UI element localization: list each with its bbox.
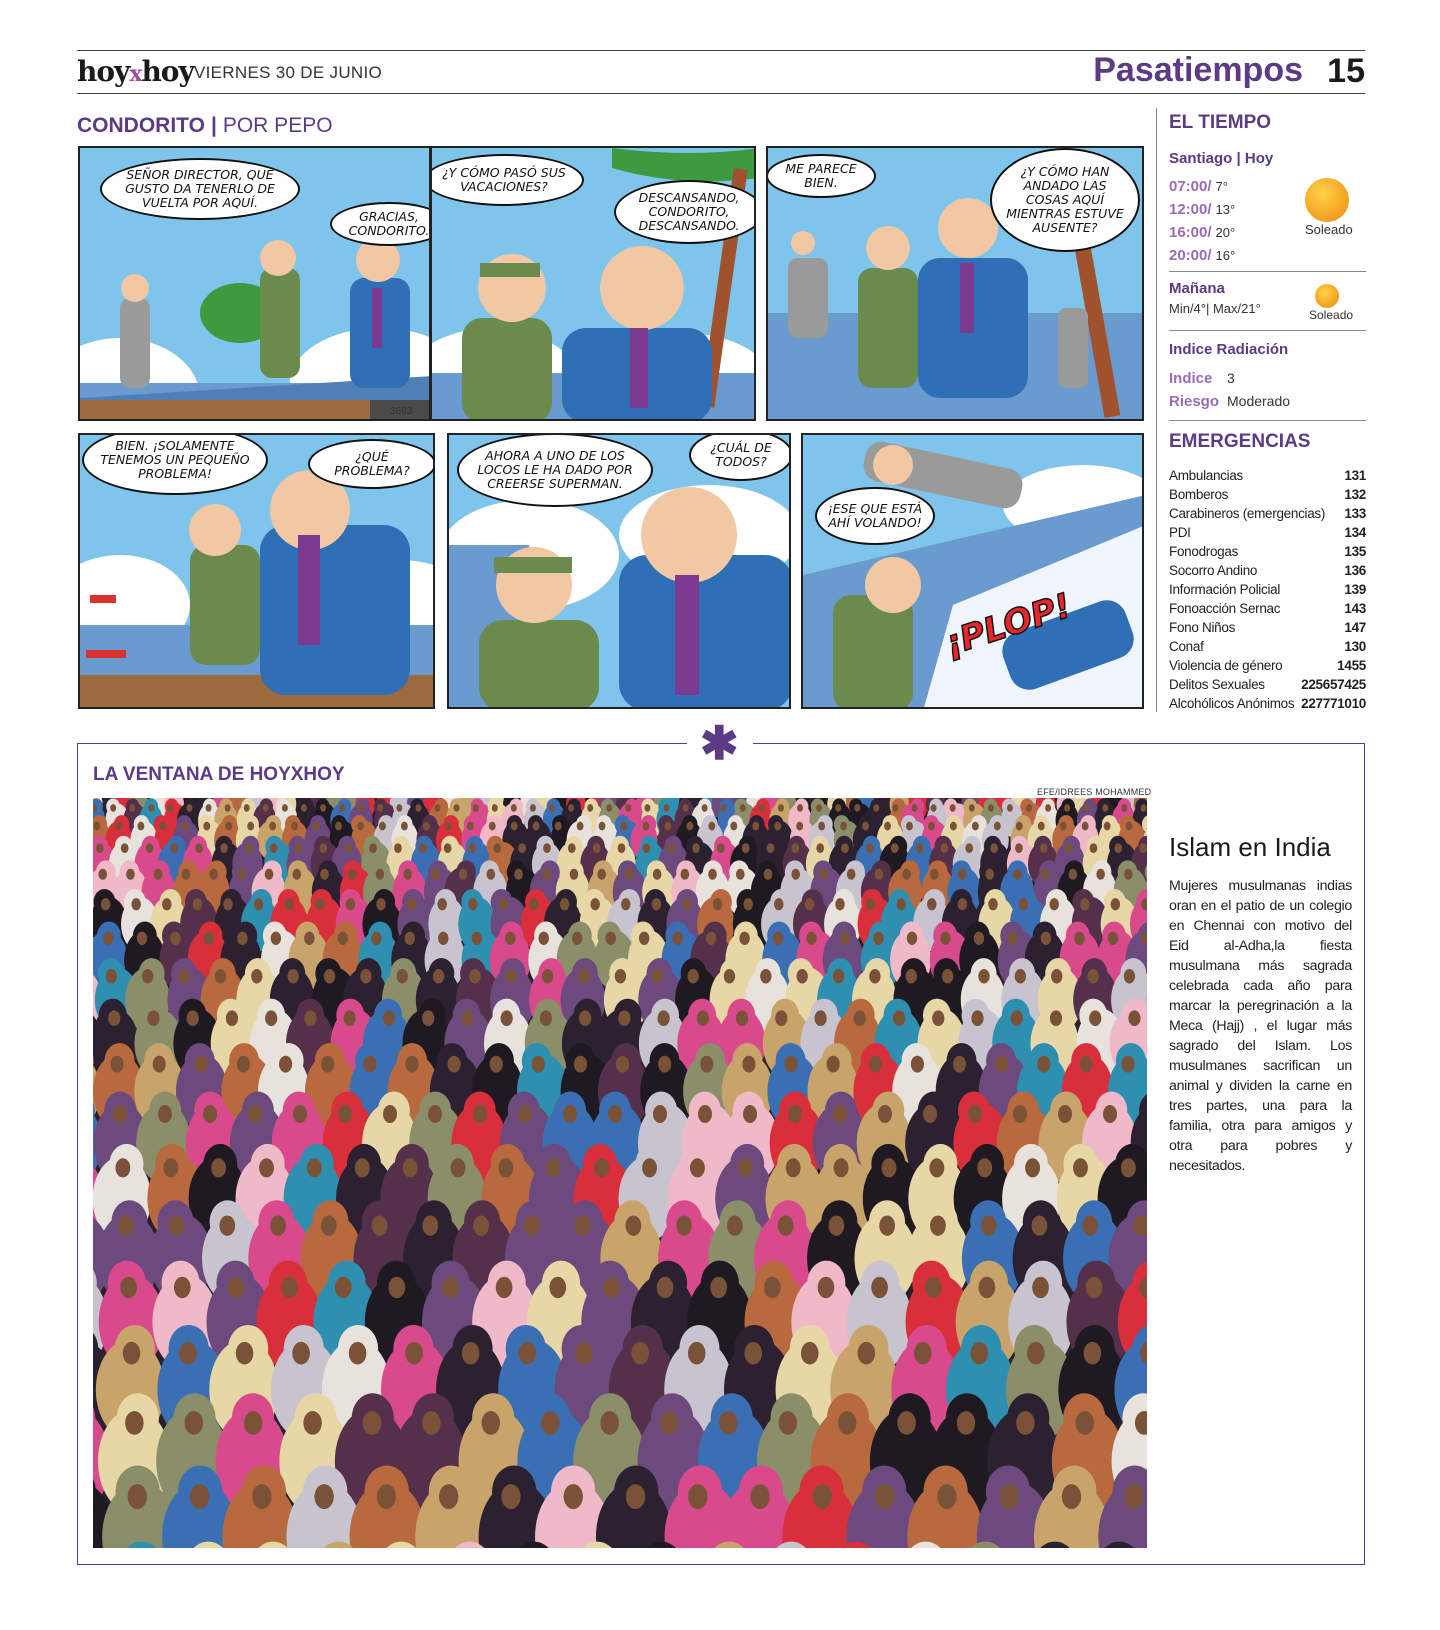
comic-panel-6 (801, 433, 1144, 709)
emergency-name: Alcohólicos Anónimos (1169, 696, 1295, 711)
tomorrow-range: Min/4°| Max/21° (1169, 301, 1261, 316)
photo-credit: EFE/IDREES MOHAMMED (1037, 787, 1152, 797)
emergency-name: PDI (1169, 525, 1191, 540)
comic-panel-4 (78, 433, 435, 709)
radiation-title: Indice Radiación (1169, 341, 1289, 358)
forecast-row: 07:00/ 7° (1169, 178, 1228, 195)
emergency-name: Delitos Sexuales (1169, 677, 1265, 692)
emergency-number: 130 (1344, 639, 1366, 654)
emergency-number: 227771010 (1301, 696, 1366, 711)
speech-bubble: ¿Y CÓMO HAN ANDADO LAS COSAS AQUÍ MIENTRAS ESTUVE AUSENTE? (990, 148, 1140, 252)
tomorrow-label: Mañana (1169, 280, 1225, 297)
newspaper-logo[interactable]: hoyxhoy (77, 55, 194, 88)
radiation-index: Indice 3 (1169, 370, 1235, 387)
comic-author: POR PEPO (222, 114, 333, 137)
emergency-number: 1455 (1337, 658, 1366, 673)
emergency-number: 143 (1344, 601, 1366, 616)
emergencies-list (1169, 466, 1366, 713)
emergency-number: 131 (1344, 468, 1366, 483)
emergency-number: 134 (1344, 525, 1366, 540)
sidebar (1156, 108, 1365, 712)
emergency-row (1169, 561, 1366, 580)
forecast-row: 12:00/ 13° (1169, 201, 1236, 218)
emergency-row (1169, 466, 1366, 485)
comic-panel-1 (78, 146, 431, 421)
emergency-number: 135 (1344, 544, 1366, 559)
comic-art-number: 3693 (390, 406, 413, 417)
divider (1169, 271, 1366, 272)
section-title: Pasatiempos (1093, 51, 1303, 89)
issue-date: VIERNES 30 DE JUNIO (194, 63, 383, 82)
speech-bubble: GRACIAS, CONDORITO. (330, 202, 431, 246)
page-number: 15 (1327, 52, 1365, 90)
emergency-number: 132 (1344, 487, 1366, 502)
comic-panel-5 (447, 433, 791, 709)
speech-bubble: DESCANSANDO, CONDORITO, DESCANSANDO. (614, 180, 756, 244)
divider (1169, 420, 1366, 421)
sun-icon (1315, 284, 1339, 308)
speech-bubble: ¿Y CÓMO PASÓ SUS VACACIONES? (430, 154, 584, 206)
speech-bubble: SEÑOR DIRECTOR, QUÉ GUSTO DA TENERLO DE VUELTA POR AQUÍ. (100, 158, 300, 220)
emergency-name: Fonoacción Sernac (1169, 601, 1281, 616)
comic-panel-6-art (803, 435, 1144, 709)
emergency-number: 136 (1344, 563, 1366, 578)
emergency-number: 147 (1344, 620, 1366, 635)
emergency-row (1169, 580, 1366, 599)
emergency-name: Conaf (1169, 639, 1204, 654)
ventana-title: LA VENTANA DE HOYXHOY (93, 764, 345, 785)
emergency-number: 225657425 (1301, 677, 1366, 692)
speech-bubble: ¿QUÉ PROBLEMA? (308, 439, 435, 489)
comic-panel-2 (430, 146, 756, 421)
page-header (77, 50, 1365, 94)
asterisk-icon: ✱ (700, 717, 739, 769)
speech-bubble: AHORA A UNO DE LOS LOCOS LE HA DADO POR CREERSE SUPERMAN. (457, 433, 653, 507)
emergency-row (1169, 542, 1366, 561)
tomorrow-condition: Soleado (1309, 308, 1354, 322)
emergency-name: Fono Niños (1169, 620, 1236, 635)
divider (1169, 330, 1366, 331)
weather-location: Santiago | Hoy (1169, 150, 1274, 167)
emergency-row (1169, 599, 1366, 618)
hourly-forecast (1169, 178, 1299, 270)
emergency-row (1169, 504, 1366, 523)
emergency-name: Ambulancias (1169, 468, 1243, 483)
radiation-risk: Riesgo Moderado (1169, 393, 1291, 410)
emergencies-title: EMERGENCIAS (1169, 431, 1311, 452)
comic-title: CONDORITO (77, 114, 205, 137)
emergency-row (1169, 694, 1366, 713)
emergency-name: Bomberos (1169, 487, 1229, 502)
comic-panel-3 (766, 146, 1144, 421)
crowd-photo-art (93, 798, 1147, 1548)
crowd-photo[interactable] (93, 798, 1147, 1548)
emergency-name: Información Policial (1169, 582, 1281, 597)
forecast-row: 20:00/ 16° (1169, 247, 1236, 264)
forecast-row: 16:00/ 20° (1169, 224, 1236, 241)
emergency-row (1169, 675, 1366, 694)
emergency-number: 139 (1344, 582, 1366, 597)
today-condition: Soleado (1305, 222, 1353, 237)
emergency-name: Violencia de género (1169, 658, 1283, 673)
emergency-row (1169, 485, 1366, 504)
emergency-row (1169, 656, 1366, 675)
emergency-row (1169, 637, 1366, 656)
emergency-name: Carabineros (emergencias) (1169, 506, 1326, 521)
sun-icon (1305, 178, 1349, 222)
caption-title: Islam en India (1169, 832, 1331, 862)
emergency-row (1169, 523, 1366, 542)
comic-heading: CONDORITO | POR PEPO (77, 114, 333, 137)
emergency-number: 133 (1344, 506, 1366, 521)
emergency-row (1169, 618, 1366, 637)
caption-body: Mujeres musulmanas indias oran en el patio de un colegio en Chennai con motivo del Eid al-Adha,la fiesta musulmana más sagrada celebrada cada año para marcar la peregrinación a la Meca (Hajj) , el lugar más sagrado del Islam. Los musulmanes sacrifican un animal y dividen la carne en tres partes, una para la familia, otra para amigos y otra para pobres y necesitados. (1169, 878, 1352, 1174)
speech-bubble: ME PARECE BIEN. (766, 154, 876, 198)
speech-bubble: ¿CUÁL DE TODOS? (689, 433, 791, 481)
sound-effect: ¡PLOP! (940, 585, 1077, 665)
emergency-name: Socorro Andino (1169, 563, 1258, 578)
weather-title: EL TIEMPO (1169, 112, 1272, 133)
speech-bubble: ¡ESE QUE ESTÁ AHÍ VOLANDO! (815, 487, 935, 545)
emergency-name: Fonodrogas (1169, 544, 1239, 559)
speech-bubble: BIEN. ¡SOLAMENTE TENEMOS UN PEQUEÑO PROBLEMA! (82, 433, 268, 495)
